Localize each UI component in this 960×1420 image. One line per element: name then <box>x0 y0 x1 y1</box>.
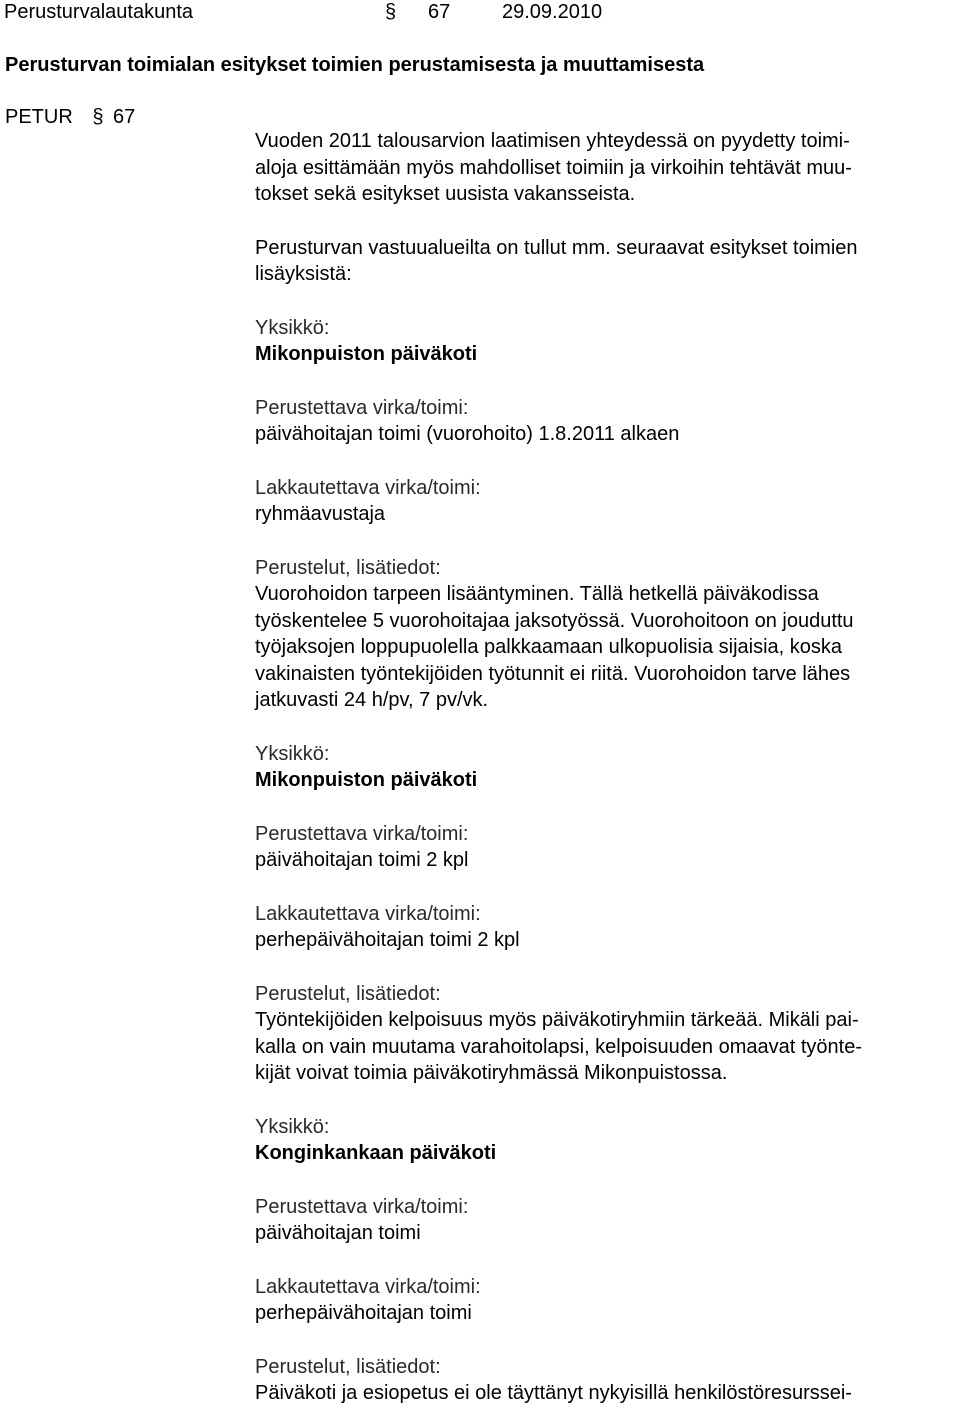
establish-label: Perustettava virka/toimi: <box>255 1195 469 1218</box>
unit-name: Mikonpuiston päiväkoti <box>255 343 478 365</box>
paragraph-section-sign: § <box>92 106 104 128</box>
abolish-value: perhepäivähoitajan toimi <box>255 1302 472 1324</box>
unit-label: Yksikkö: <box>255 1115 330 1138</box>
lead-line: Perusturvan vastuualueilta on tullut mm. seuraavat esitykset toimien <box>255 236 858 259</box>
paragraph-id <box>5 104 135 130</box>
establish-label: Perustettava virka/toimi: <box>255 822 469 845</box>
unit-block <box>255 741 955 1087</box>
document-body <box>255 128 955 1407</box>
committee-name: Perusturvalautakunta <box>4 1 194 23</box>
intro-paragraph <box>255 128 955 208</box>
abolish-label: Lakkautettava virka/toimi: <box>255 902 481 925</box>
unit-label: Yksikkö: <box>255 742 330 765</box>
abolish-label: Lakkautettava virka/toimi: <box>255 1275 481 1298</box>
unit-block <box>255 315 955 714</box>
lead-paragraph <box>255 235 955 288</box>
reason-line: Vuorohoidon tarpeen lisääntyminen. Tällä hetkellä päiväkodissa <box>255 583 819 605</box>
establish-value: päivähoitajan toimi (vuorohoito) 1.8.2011 alkaen <box>255 423 680 445</box>
reason-line: työjaksojen loppupuolella palkkaamaan ulkopuolisia sijaisia, koska <box>255 636 843 658</box>
paragraph-number: 67 <box>113 106 136 128</box>
establish-value: päivähoitajan toimi 2 kpl <box>255 849 469 871</box>
lead-line: lisäyksistä: <box>255 263 352 285</box>
document-title: Perusturvan toimialan esitykset toimien perustamisesta ja muuttamisesta <box>5 54 705 76</box>
intro-line: tokset sekä esitykset uusista vakansseista. <box>255 183 636 205</box>
abolish-value: ryhmäavustaja <box>255 503 386 525</box>
reason-line: Päiväkoti ja esiopetus ei ole täyttänyt nykyisillä henkilöstöresurssei- <box>255 1382 852 1404</box>
unit-name: Konginkankaan päiväkoti <box>255 1142 497 1164</box>
intro-line: aloja esittämään myös mahdolliset toimiin ja virkoihin tehtävät muu- <box>255 156 852 179</box>
unit-label: Yksikkö: <box>255 316 330 339</box>
section-number: 67 <box>428 1 451 23</box>
reason-line: kijät voivat toimia päiväkotiryhmässä Mikonpuistossa. <box>255 1062 728 1084</box>
reason-label: Perustelut, lisätiedot: <box>255 556 441 579</box>
abolish-value: perhepäivähoitajan toimi 2 kpl <box>255 929 520 951</box>
reason-line: vakinaisten työntekijöiden työtunnit ei riitä. Vuorohoidon tarve lähes <box>255 662 851 685</box>
establish-label: Perustettava virka/toimi: <box>255 396 469 419</box>
reason-label: Perustelut, lisätiedot: <box>255 1355 441 1378</box>
paragraph-prefix: PETUR <box>5 106 73 128</box>
unit-block <box>255 1114 955 1407</box>
reason-line: Työntekijöiden kelpoisuus myös päiväkotiryhmiin tärkeää. Mikäli pai- <box>255 1009 859 1031</box>
meeting-date: 29.09.2010 <box>502 1 603 23</box>
abolish-label: Lakkautettava virka/toimi: <box>255 476 481 499</box>
unit-name: Mikonpuiston päiväkoti <box>255 769 478 791</box>
establish-value: päivähoitajan toimi <box>255 1222 421 1244</box>
reason-line: kalla on vain muutama varahoitolapsi, kelpoisuuden omaavat työnte- <box>255 1035 863 1058</box>
reason-line: jatkuvasti 24 h/pv, 7 pv/vk. <box>255 689 489 711</box>
reason-label: Perustelut, lisätiedot: <box>255 982 441 1005</box>
section-sign: § <box>385 1 397 23</box>
reason-line: työskentelee 5 vuorohoitajaa jaksotyössä. Vuorohoitoon on jouduttu <box>255 609 854 632</box>
intro-line: Vuoden 2011 talousarvion laatimisen yhteydessä on pyydetty toimi- <box>255 130 850 152</box>
